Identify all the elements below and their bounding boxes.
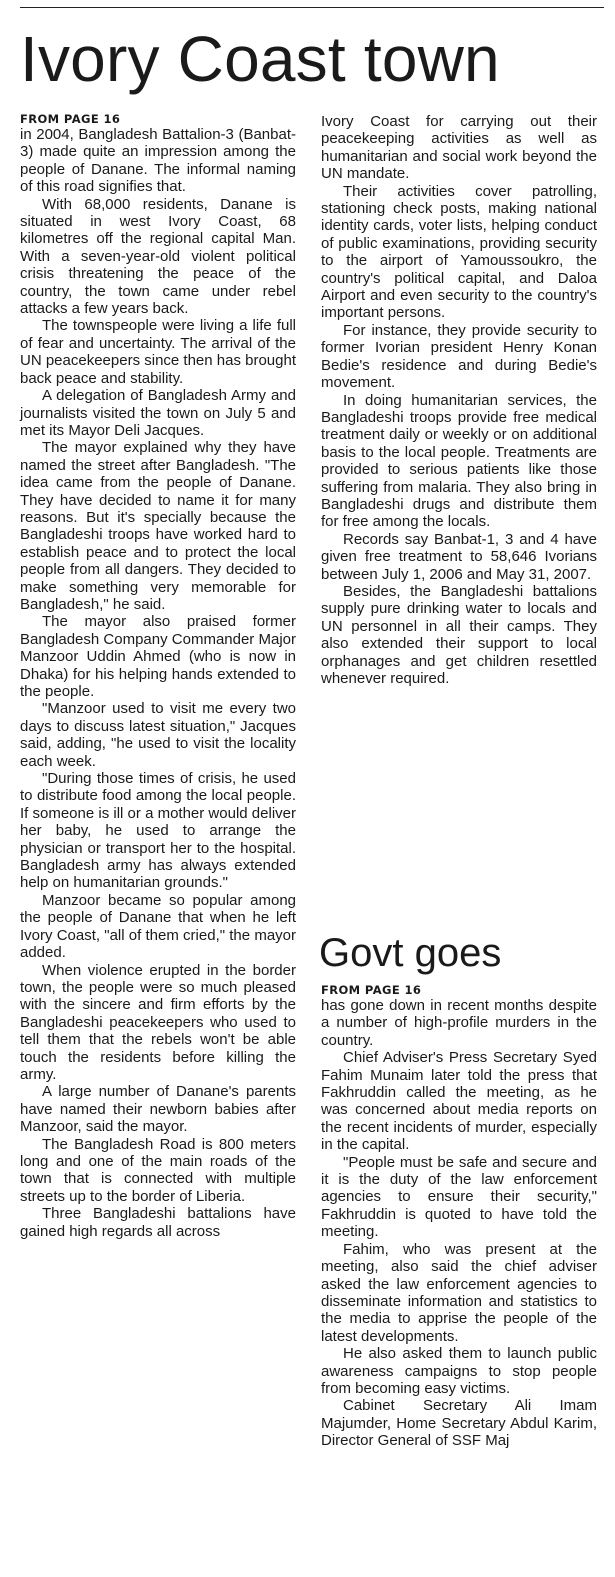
article-headline: Ivory Coast town xyxy=(20,23,500,95)
article-paragraph: Three Bangladeshi battalions have gained high regards all across xyxy=(20,1205,296,1240)
article-paragraph: For instance, they provide security to former Ivorian president Henry Konan Bedie's residence and during Bedie's movement. xyxy=(321,321,597,392)
article-paragraph: Manzoor became so popular among the people of Danane that when he left Ivory Coast, "all of them cried," the mayor added. xyxy=(20,891,296,962)
jump-label: FROM PAGE 16 xyxy=(321,983,422,997)
second-article-headline: Govt goes xyxy=(319,931,502,975)
article-paragraph: Fahim, who was present at the meeting, also said the chief adviser asked the law enforcement agencies to disseminate information and statistics to the media to apprise the people of the latest developments. xyxy=(321,1240,597,1345)
article-paragraph: The townspeople were living a life full of fear and uncertainty. The arrival of the UN peacekeepers since then has brought back peace and stability. xyxy=(20,317,297,387)
article-paragraph: Besides, the Bangladeshi battalions supply pure drinking water to locals and UN personnel in all their camps. They also extended their support to local orphanages and get children resettled whenever required. xyxy=(321,582,597,687)
article-paragraph: A delegation of Bangladesh Army and journalists visited the town on July 5 and met its Mayor Deli Jacques. xyxy=(20,387,296,439)
article-paragraph: "During those times of crisis, he used to distribute food among the local people. If someone is ill or a mother would deliver her baby, he used to arrange the physician or transport her to the hospital. Bangladesh army has always extended help on humanitarian grounds." xyxy=(20,770,296,892)
top-rule xyxy=(20,7,604,8)
article-paragraph: With 68,000 residents, Danane is situated in west Ivory Coast, 68 kilometres off the regional capital Man. With a seven-year-old violent political crisis threatening the peace of the country, the town came under rebel attacks a few years back. xyxy=(20,195,296,318)
article-paragraph: has gone down in recent months despite a number of high-profile murders in the country. xyxy=(321,997,597,1049)
article-paragraph: in 2004, Bangladesh Battalion-3 (Banbat-3) made quite an impression among the people of Danane. The informal naming of this road signifies that. xyxy=(20,126,296,196)
article-paragraph: "Manzoor used to visit me every two days to discuss latest situation," Jacques said, adding, "he used to visit the locality each week. xyxy=(20,700,296,770)
article-paragraph: He also asked them to launch public awareness campaigns to stop people from becoming easy victims. xyxy=(321,1345,597,1397)
article-paragraph: The mayor explained why they have named the street after Bangladesh. "The idea came from the people of Danane. They have decided to name it for many reasons. But it's specially because the Bangladeshi troops have worked hard to establish peace and to protect the local people from all dangers. They decided to make something very memorable for Bangladesh," he said. xyxy=(20,439,296,613)
article-paragraph: Records say Banbat-1, 3 and 4 have given free treatment to 58,646 Ivorians between July 1, 2006 and May 31, 2007. xyxy=(321,530,597,583)
article-paragraph: A large number of Danane's parents have named their newborn babies after Manzoor, said the mayor. xyxy=(20,1083,296,1136)
article-paragraph: Cabinet Secretary Ali Imam Majumder, Home Secretary Abdul Karim, Director General of SSF Maj xyxy=(321,1397,597,1450)
article-paragraph: Chief Adviser's Press Secretary Syed Fahim Munaim later told the press that Fakhruddin called the meeting, as he was concerned about media reports on the recent incidents of murder, especially in the capital. xyxy=(321,1049,597,1154)
second-article-column xyxy=(321,983,597,1450)
article-paragraph: Ivory Coast for carrying out their peacekeeping activities as well as humanitarian and social work beyond the UN mandate. xyxy=(321,113,597,183)
article-paragraph: When violence erupted in the border town, the people were so much pleased with the sincere and firm efforts by the Bangladeshi peacekeepers who used to tell them that the rebels won't be able touch the residents before killing the army. xyxy=(20,961,296,1083)
article-paragraph: Their activities cover patrolling, stationing check posts, making national identity cards, voter lists, helping conduct of public examinations, providing security to the airport of Yamoussoukro, the country's political capital, and Daloa Airport and even security to the country's important persons. xyxy=(321,182,597,322)
article-right-column xyxy=(321,113,597,687)
article-paragraph: The mayor also praised former Bangladesh Company Commander Major Manzoor Uddin Ahmed (who is now in Dhaka) for his helping hands extended to the people. xyxy=(20,613,296,700)
article-paragraph: The Bangladesh Road is 800 meters long and one of the main roads of the town that is connected with multiple streets up to the border of Liberia. xyxy=(20,1135,296,1205)
article-paragraph: "People must be safe and secure and it is the duty of the law enforcement agencies to ensure their security," Fakhruddin is quoted to have told the meeting. xyxy=(321,1153,597,1241)
article-left-column xyxy=(20,112,296,1240)
article-paragraph: In doing humanitarian services, the Bangladeshi troops provide free medical treatment daily or weekly or on additional basis to the local people. Treatments are provided to serious patients like those suffering from malaria. They also bring in Bangladeshi drugs and distribute them for free among the locals. xyxy=(321,391,597,531)
jump-label: FROM PAGE 16 xyxy=(20,112,121,126)
